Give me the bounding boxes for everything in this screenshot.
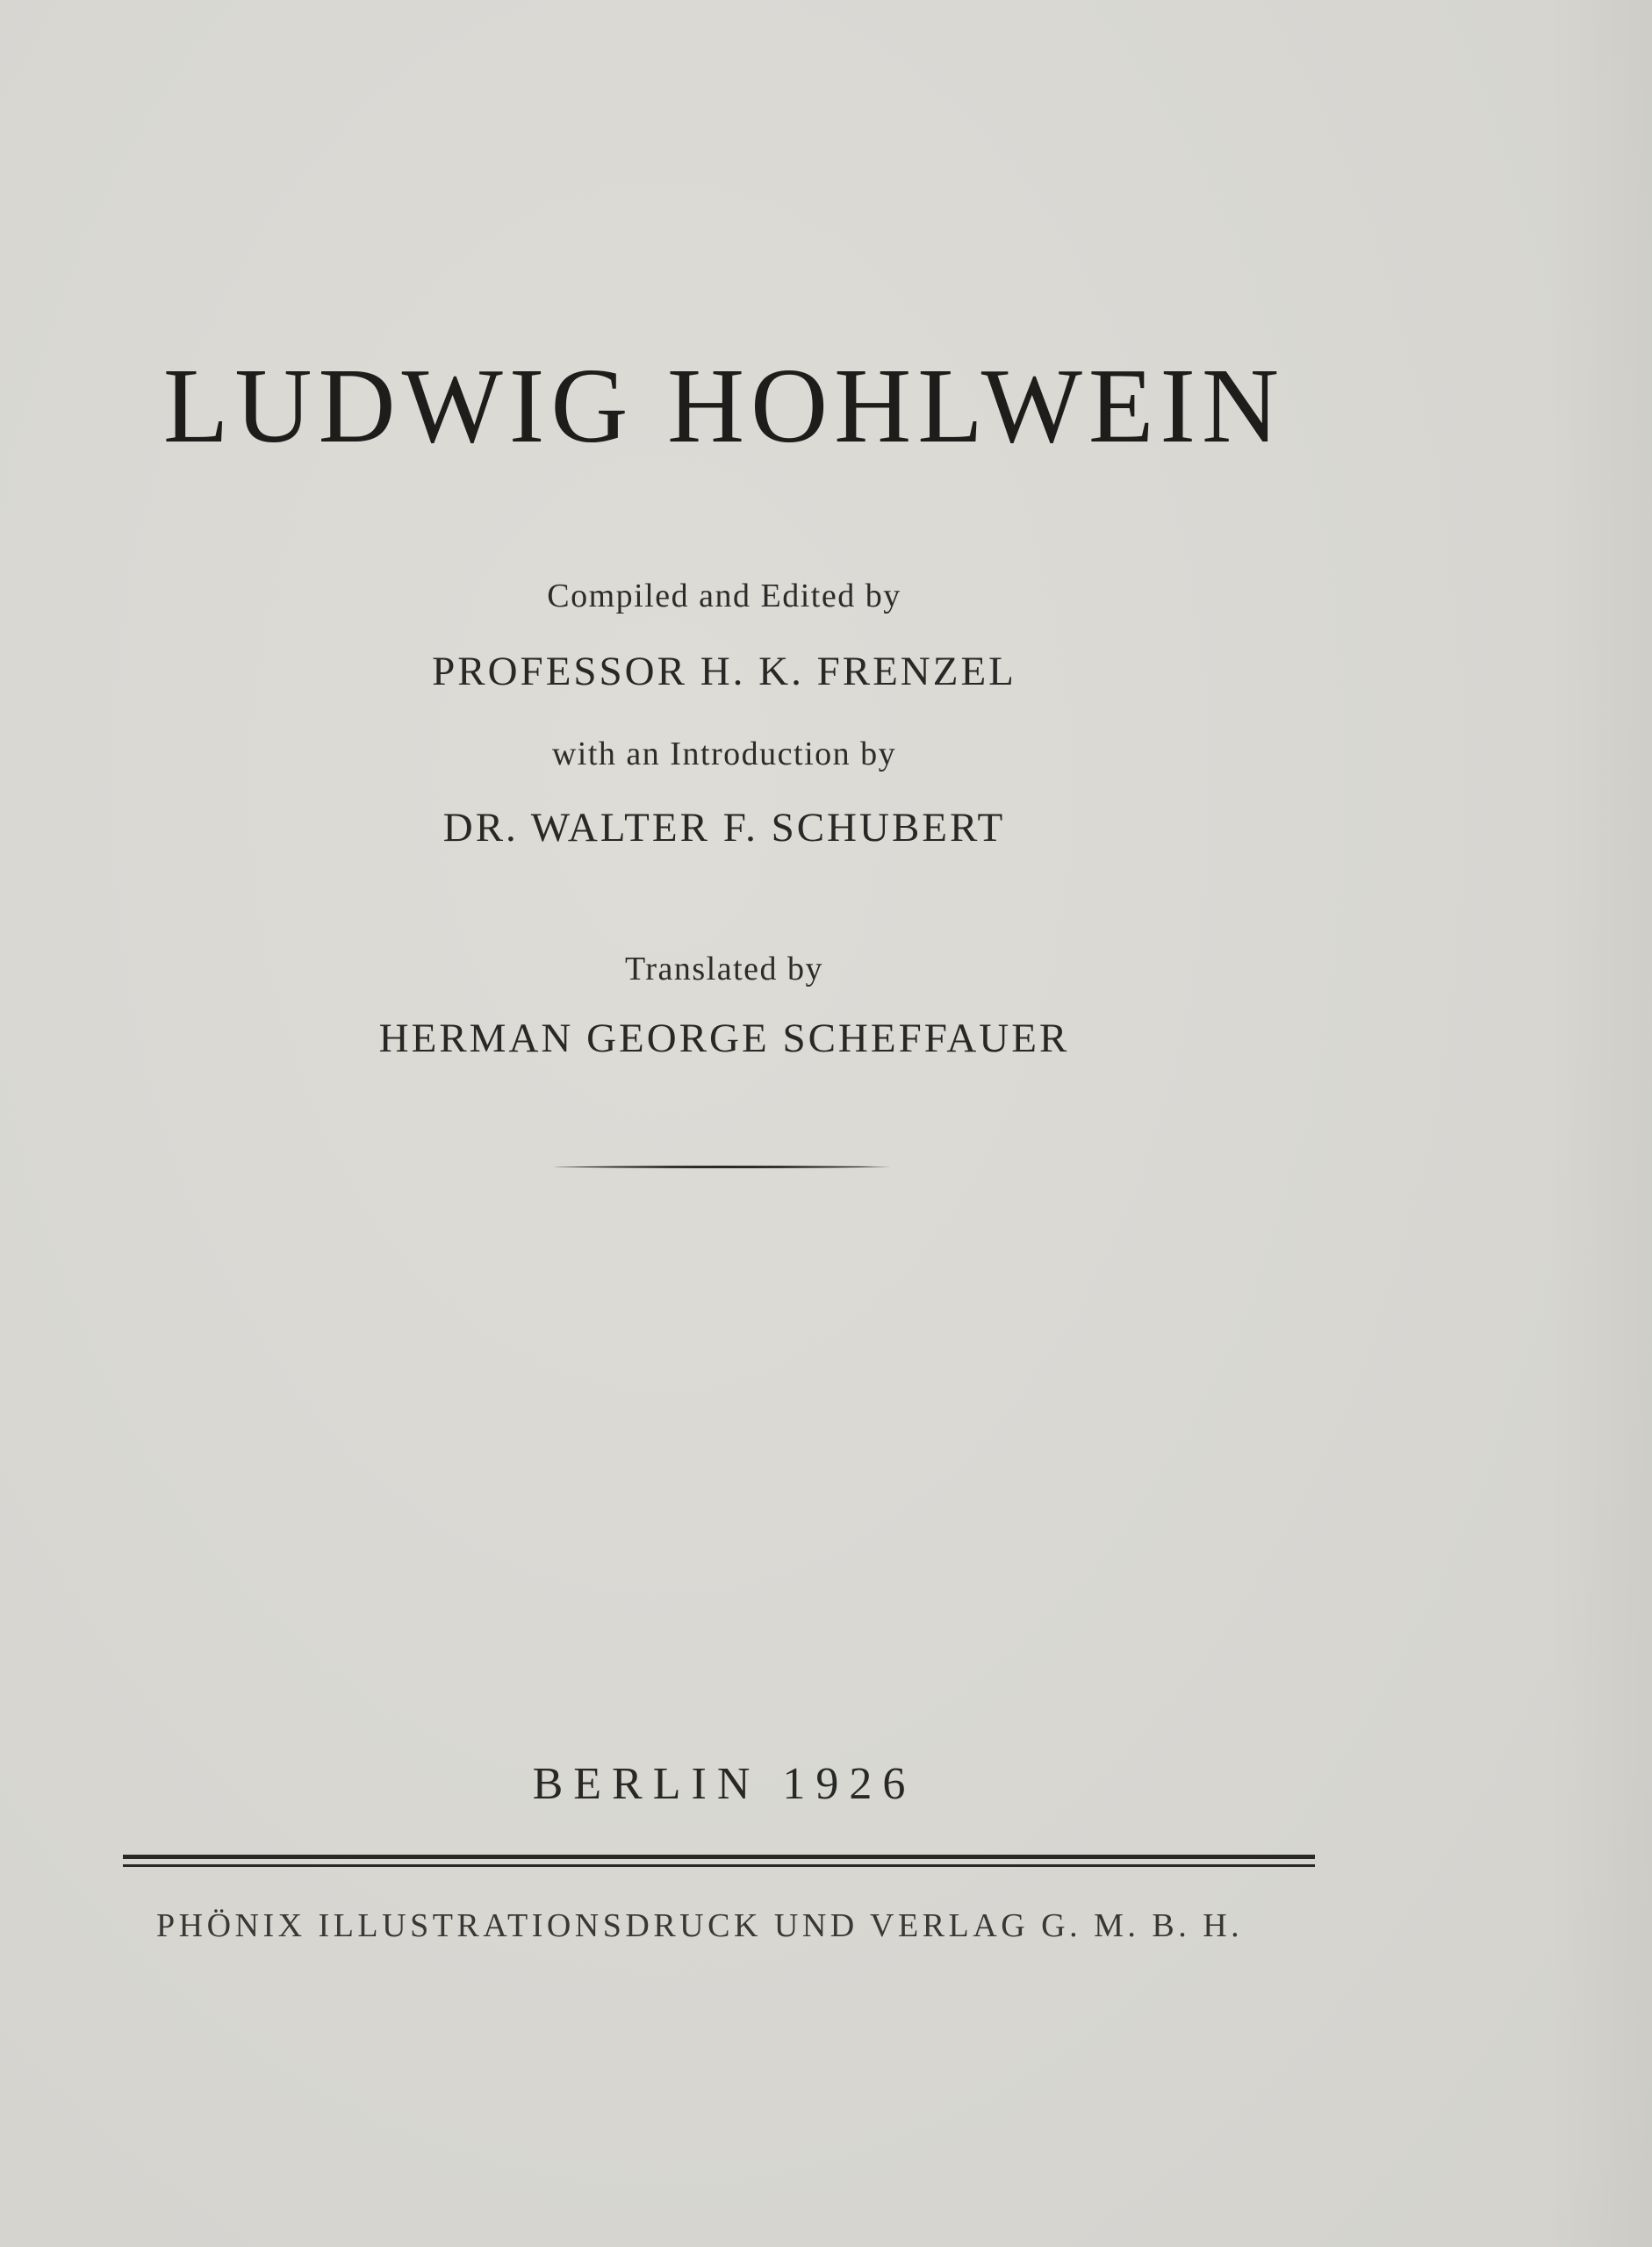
book-title: LUDWIG HOHLWEIN xyxy=(162,347,1286,465)
place-and-year: BERLIN 1926 xyxy=(532,1759,916,1809)
introduction-by-label: with an Introduction by xyxy=(551,736,897,772)
publisher-imprint: PHÖNIX ILLUSTRATIONSDRUCK UND VERLAG G. M. B. H. xyxy=(156,1907,1244,1944)
compiler-name: PROFESSOR H. K. FRENZEL xyxy=(432,649,1016,694)
ornamental-rule xyxy=(553,1165,891,1169)
translated-by-label: Translated by xyxy=(624,951,824,987)
introducer-name: DR. WALTER F. SCHUBERT xyxy=(442,805,1006,851)
compiled-by-label: Compiled and Edited by xyxy=(547,578,901,614)
imprint-rule-thin xyxy=(123,1864,1315,1867)
translator-name: HERMAN GEORGE SCHEFFAUER xyxy=(378,1016,1070,1061)
imprint-rule-thick xyxy=(123,1855,1315,1859)
